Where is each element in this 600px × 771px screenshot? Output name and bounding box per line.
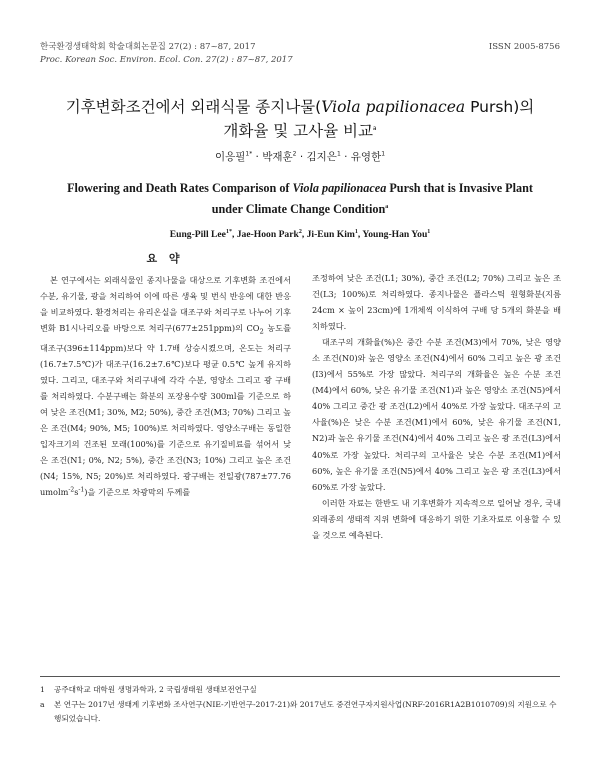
journal-citation-en: Proc. Korean Soc. Environ. Ecol. Con. 27(2) : 87~87, 2017 xyxy=(40,55,293,65)
footnote-divider xyxy=(40,676,560,677)
footnote-affiliation: 1 공주대학교 대학원 생명과학과, 2 국립생태원 생태보전연구실 xyxy=(40,685,257,694)
author-separator: , xyxy=(301,229,307,240)
author-separator: · xyxy=(296,151,307,163)
abstract-paragraph-1: 본 연구에서는 외래식물인 종지나물을 대상으로 기후변화 조건에서 수분, 유기물, 광을 처리하여 이에 따른 생육 및 번식 반응에 대한 반응을 비교하였다. 환경처리는 유리온실을 대조구와 처리구로 나누어 기후변화 B1시나리오를 바탕으로 처리구(677±251ppm)의 $CO_2$ 농도를 대조구(396±114ppm)보다 약 1.7배 상승시켰으며, 온도는 처리구(16.7±7.5℃)가 대조구(16.2±7.6℃)보다 평균 0.5℃ 높게 유지하였다. 그리고, 대조구와 처리구내에 각각 수분, 영양소 그리고 광 구배를 처리하였다. 수분구배는 화분의 포장용수량 300ml를 기준으로 하여 낮은 조건(M1; 30%, M2; 50%), 중간 조건(M3; 70%) 그리고 높은 조건(M4; 90%, M5; 100%)로 처리하였다. 영양소구배는 동일한 입자크기의 건조된 모래(100%)를 기준으로 유기질비료를 섞어서 낮은 조건(N1; 0%, N2; 5%), 중간 조건(N3; 10%) 그리고 높은 조건(N4; 15%, N5; 20%)로 처리하였다. 광구배는 전일광(787±77.76 $umolm^{-2}s^{-1}$)을 기준으로 차광막의 두께를 xyxy=(40,275,291,498)
author-affiliation-mark: 2 xyxy=(292,150,297,158)
abstract-paragraph-3: 이러한 자료는 한반도 내 기후변화가 지속적으로 일어날 경우, 국내 외래종의 생태적 지위 변화에 대응하기 위한 기초자료로 이용할 수 있을 것으로 예측된다. xyxy=(312,497,561,540)
author-affiliation-mark: 1 xyxy=(427,228,431,235)
abstract-heading: 요 약 xyxy=(146,252,184,265)
abstract-column-left xyxy=(40,272,291,500)
author-affiliation-mark: 1 xyxy=(381,150,386,158)
title-footnote-mark: a xyxy=(372,124,377,132)
author-separator: , xyxy=(357,229,363,240)
title-korean-line2: 개화율 및 고사율 비교$^a$ xyxy=(223,122,377,140)
title-korean-line1: 기후변화조건에서 외래식물 종지나물(Viola papilionacea Pursh)의 xyxy=(65,98,535,116)
author-affiliation-mark: 1 xyxy=(336,150,341,158)
title-english-line1: Flowering and Death Rates Comparison of Viola papilionacea Pursh that is Invasive Plant xyxy=(67,181,533,195)
author-affiliation-mark: 1* xyxy=(245,150,253,158)
abstract-column-right xyxy=(312,270,561,543)
author-name: 이응필 xyxy=(214,151,246,163)
title-en-footnote-mark: a xyxy=(385,203,389,210)
journal-header xyxy=(40,41,560,67)
author-name: 김지은 xyxy=(306,151,337,163)
author-separator: · xyxy=(340,151,351,163)
author-name: Eung-Pill Lee xyxy=(169,229,226,240)
title-english-line2: under Climate Change Condition$^a$ xyxy=(211,202,389,216)
authors-korean xyxy=(0,149,600,164)
authors-english xyxy=(0,229,600,240)
author-affiliation-mark: 1* xyxy=(225,228,232,235)
author-separator: , xyxy=(231,229,237,240)
species-name-en: Viola papilionacea xyxy=(292,181,387,195)
abstract-paragraph-1-continued: 조정하여 낮은 조건(L1; 30%), 중간 조건(L2; 70%) 그리고 높은 조건(L3; 100%)로 처리하였다. 종지나물은 플라스틱 원형화분(지름 24cm × 높이 23cm)에 1개체씩 이식하여 구배 당 5개의 화분을 배치하였다. xyxy=(312,273,561,332)
footnotes xyxy=(40,683,560,727)
title-english xyxy=(40,178,560,220)
author-name: 유영한 xyxy=(350,151,382,163)
author-name: Young-Han You xyxy=(362,229,428,240)
issn: ISSN 2005-8756 xyxy=(488,42,560,52)
species-name: Viola papilionacea xyxy=(321,98,466,116)
author-name: Ji-Eun Kim xyxy=(306,229,355,240)
author-affiliation-mark: 2 xyxy=(298,228,302,235)
journal-citation-ko: 한국환경생태학회 학술대회논문집 27(2) : 87~87, 2017 xyxy=(40,42,256,52)
footnote-funding: a 본 연구는 2017년 생태계 기후변화 조사연구(NIE-기반연구-2017-21)와 2017년도 중견연구자지원사업(NRF-2016R1A2B1010709)의 지원으로 수행되었습니다. xyxy=(40,699,557,723)
author-separator: · xyxy=(252,151,263,163)
abstract-paragraph-2: 대조구의 개화율(%)은 중간 수분 조건(M3)에서 70%, 낮은 영양소 조건(N0)와 높은 영양소 조건(N4)에서 60% 그리고 높은 광 조건(I3)에서 55%로 가장 많았다. 처리구의 개화율은 높은 수분 조건(M4)에서 60%, 낮은 유기물 조건(N1)과 높은 영양소 조건(N5)에서 40% 그리고 중간 광 조건(L2)에서 40%로 가장 높았다. 대조구의 고사율(%)은 낮은 수분 조건(M1)에서 60%, 낮은 유기물 조건(N1, N2)과 높은 유기물 조건(N4)에서 40% 그리고 높은 광 조건(L3)에서 40%로 가장 높았다. 처리구의 고사율은 낮은 수분 조건(M1)에서 60%, 높은 유기물 조건(N5)에서 40% 그리고 높은 광 조건(L3)에서 60%로 가장 높았다. xyxy=(312,337,561,492)
title-korean xyxy=(0,95,600,143)
author-name: Jae-Hoon Park xyxy=(236,229,299,240)
author-affiliation-mark: 1 xyxy=(354,228,358,235)
author-name: 박재훈 xyxy=(262,151,293,163)
